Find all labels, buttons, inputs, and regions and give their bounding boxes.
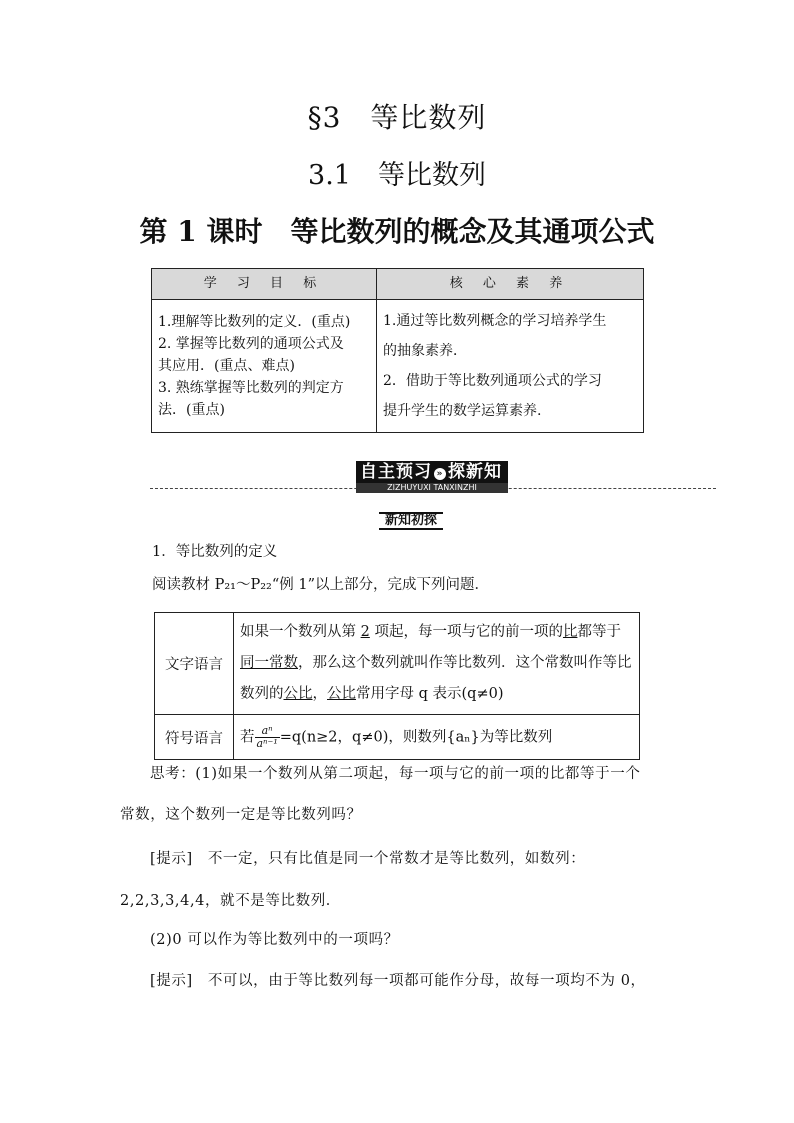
fraction bbox=[255, 725, 280, 750]
item-heading: 1．等比数列的定义 bbox=[152, 544, 278, 560]
objective-line: 2. 掌握等比数列的通项公式及 bbox=[158, 336, 344, 352]
text-run: ，那么这个数列就叫作等比数列．这个常数叫作等比数列的 bbox=[240, 655, 632, 702]
hint-answer-1-cont: 2,2,3,3,4,4，就不是等比数列． bbox=[120, 893, 341, 909]
objective-line: 3. 熟练掌握等比数列的判定方 bbox=[158, 380, 344, 396]
text-run: 若 bbox=[240, 729, 255, 745]
objectives-cell bbox=[152, 300, 377, 433]
literacy-line: 的抽象素养． bbox=[383, 343, 467, 359]
symbolic-definition bbox=[234, 715, 640, 760]
objective-line: 其应用．(重点、难点) bbox=[158, 358, 295, 374]
goals-header: 学 习 目 标 bbox=[152, 269, 377, 300]
text-run: =q(n≥2，q≠0)，则数列{aₙ}为等比数列 bbox=[279, 729, 553, 745]
text-run: 都等于 bbox=[577, 624, 621, 640]
section-title: §3 等比数列 bbox=[307, 101, 487, 134]
text-run: 如果一个数列从第 bbox=[240, 624, 361, 640]
objective-line: 法．(重点) bbox=[158, 402, 225, 418]
verbal-definition bbox=[234, 613, 640, 715]
preview-banner bbox=[150, 459, 716, 495]
definition-table bbox=[154, 612, 640, 760]
literacy-line: 2．借助于等比数列通项公式的学习 bbox=[383, 373, 602, 389]
literacy-line: 提升学生的数学运算素养. bbox=[383, 403, 542, 419]
section-label bbox=[357, 512, 465, 530]
blank-answer: 2 bbox=[360, 624, 370, 640]
subsection-title: 3.1 等比数列 bbox=[308, 160, 486, 191]
blank-answer: 同一常数 bbox=[240, 655, 298, 671]
lesson-title: 第 1 课时 等比数列的概念及其通项公式 bbox=[139, 215, 655, 248]
think-question-1-cont: 常数，这个数列一定是等比数列吗？ bbox=[120, 807, 362, 823]
hint-answer-1: [提示] 不一定，只有比值是同一个常数才是等比数列，如数列： bbox=[150, 851, 586, 867]
text-run: 常用字母 q 表示(q≠0) bbox=[356, 686, 504, 702]
objective-line: 1.理解等比数列的定义．(重点) bbox=[158, 314, 351, 330]
blank-answer: 比 bbox=[562, 624, 578, 640]
literacy-line: 1.通过等比数列概念的学习培养学生 bbox=[383, 313, 607, 329]
banner-part1: 自主预习 bbox=[360, 462, 432, 482]
text-run: 项起，每一项与它的前一项的 bbox=[369, 624, 563, 640]
learning-goals-table bbox=[151, 268, 644, 433]
banner-title bbox=[356, 461, 508, 483]
think-question-2: (2)0 可以作为等比数列中的一项吗？ bbox=[150, 932, 399, 948]
literacy-cell bbox=[377, 300, 644, 433]
hint-answer-2: [提示] 不可以，由于等比数列每一项都可能作分母，故每一项均不为 0， bbox=[150, 973, 646, 989]
literacy-header: 核 心 素 养 bbox=[377, 269, 644, 300]
reading-instruction: 阅读教材 P₂₁～P₂₂“例 1”以上部分，完成下列问题． bbox=[152, 577, 490, 593]
section-label-text: 新知初探 bbox=[379, 512, 443, 530]
text-run: ， bbox=[312, 686, 327, 702]
fraction-numerator: aⁿ bbox=[255, 725, 280, 738]
verbal-label: 文字语言 bbox=[155, 613, 234, 715]
blank-answer: 公比 bbox=[283, 686, 313, 702]
think-question-1: 思考：(1)如果一个数列从第二项起，每一项与它的前一项的比都等于一个 bbox=[150, 766, 641, 782]
blank-answer: 公比 bbox=[327, 686, 356, 702]
fraction-denominator: aⁿ⁻¹ bbox=[256, 736, 278, 750]
banner-pinyin: ZIZHUYUXI TANXINZHI bbox=[356, 483, 508, 493]
banner-part2: 探新知 bbox=[448, 462, 502, 482]
symbolic-label: 符号语言 bbox=[155, 715, 234, 760]
double-arrow-icon: » bbox=[434, 468, 446, 480]
